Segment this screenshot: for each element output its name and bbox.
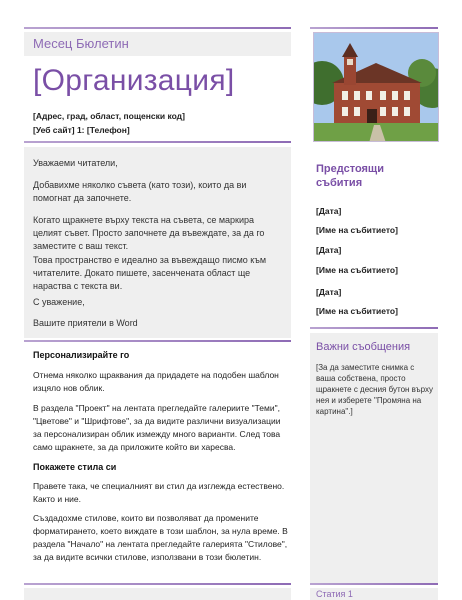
letter-paragraph-1[interactable]: Добавихме няколко съвета (като този), които да ви помогнат да започнете. bbox=[33, 180, 247, 203]
organization-title[interactable]: [Организация] bbox=[33, 64, 235, 97]
schoolhouse-illustration bbox=[314, 33, 439, 142]
letter-signature[interactable]: Вашите приятели в Word bbox=[33, 318, 138, 328]
month-title[interactable]: Месец Бюлетин bbox=[33, 36, 129, 51]
upcoming-events-title[interactable]: Предстоящи събития bbox=[316, 163, 384, 189]
bottom-rule-left bbox=[24, 583, 291, 585]
notices-rule bbox=[310, 327, 438, 329]
month-banner bbox=[24, 32, 291, 56]
style-heading[interactable]: Покажете стила си bbox=[33, 462, 117, 472]
personalize-heading[interactable]: Персонализирайте го bbox=[33, 350, 130, 360]
contact-line[interactable]: [Уеб сайт] 1: [Телефон] bbox=[33, 125, 130, 135]
event-date-2[interactable]: [Дата] bbox=[316, 245, 342, 255]
letter-paragraph-3[interactable]: Това пространство е идеално за въвеждащо писмо към читателите. Докато пишете, засенчената област ще нараства с текста ви. bbox=[33, 255, 267, 291]
event-name-2[interactable]: [Име на събитието] bbox=[316, 265, 398, 275]
event-name-1[interactable]: [Име на събитието] bbox=[316, 225, 398, 235]
section-rule bbox=[24, 340, 291, 342]
event-date-3[interactable]: [Дата] bbox=[316, 287, 342, 297]
personalize-paragraph-2[interactable]: В раздела "Проект" на лентата прегледайте галериите "Теми", "Цветове" и "Шрифтове", за да видите различни визуализации за персонализиран облик измежду много варианти. След това само щракнете, за да приложите който ви харесва. bbox=[33, 403, 281, 452]
bottom-rule-right bbox=[310, 583, 438, 585]
masthead-rule bbox=[24, 141, 291, 143]
upcoming-events-panel bbox=[310, 152, 438, 322]
event-name-3[interactable]: [Име на събитието] bbox=[316, 306, 398, 316]
important-notices-panel bbox=[310, 333, 438, 583]
letter-greeting[interactable]: Уважаеми читатели, bbox=[33, 158, 118, 168]
schoolhouse-photo[interactable] bbox=[313, 32, 439, 142]
letter-panel bbox=[24, 147, 291, 338]
important-notices-text[interactable]: [За да заместите снимка с ваша собствена, просто щракнете с десния бутон върху нея и изберете "Промяна на картина".] bbox=[316, 363, 434, 416]
important-notices-title[interactable]: Важни съобщения bbox=[316, 341, 411, 353]
event-date-1[interactable]: [Дата] bbox=[316, 206, 342, 216]
next-article-heading[interactable]: Статия 1 bbox=[316, 589, 353, 599]
next-section-banner bbox=[24, 588, 291, 600]
address-line[interactable]: [Адрес, град, област, пощенски код] bbox=[33, 111, 185, 121]
top-rule-left bbox=[24, 27, 291, 29]
personalize-paragraph-1[interactable]: Отнема няколко щраквания да придадете на подобен шаблон изцяло нов облик. bbox=[33, 370, 279, 393]
letter-closing[interactable]: С уважение, bbox=[33, 297, 85, 307]
top-rule-right bbox=[310, 27, 438, 29]
next-article-banner bbox=[310, 588, 438, 600]
style-paragraph-2[interactable]: Създадохме стилове, които ви позволяват да промените форматирането, което виждате в този шаблон, за нула време. В раздела "Начало" на лентата прегледайте галерията "Стилове", за да видите всички стилове, използвани в този бюлетин. bbox=[33, 513, 288, 562]
style-paragraph-1[interactable]: Правете така, че специалният ви стил да изглежда естествено. Както и ние. bbox=[33, 481, 285, 504]
letter-paragraph-2[interactable]: Когато щракнете върху текста на съвета, се маркира целият съвет. Просто започнете да въвеждате, за да го заместите с ваш текст. bbox=[33, 215, 265, 251]
